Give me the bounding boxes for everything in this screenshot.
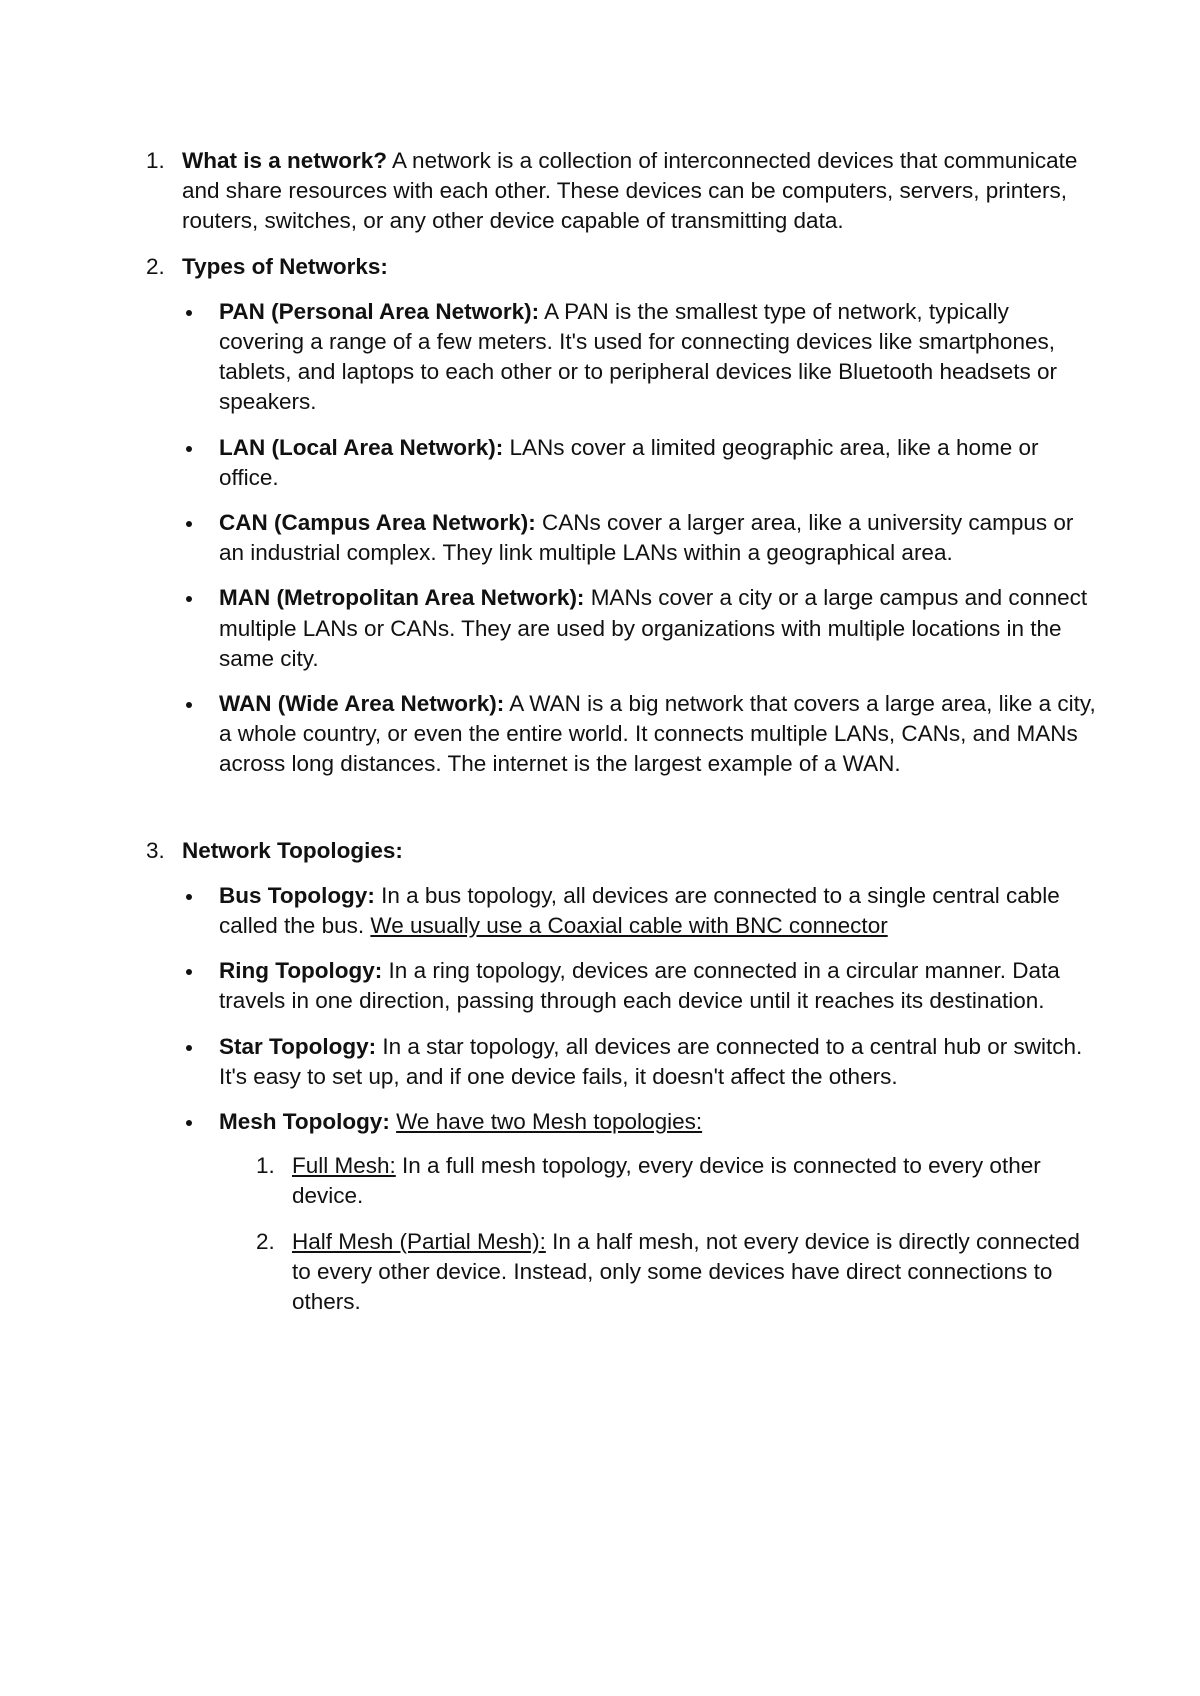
list-number: 1.: [146, 148, 165, 173]
description: In a full mesh topology, every device is connected to every other device.: [292, 1153, 1041, 1209]
term: WAN (Wide Area Network):: [219, 691, 505, 717]
term: Bus Topology:: [219, 882, 375, 908]
bullet-icon: [186, 894, 192, 900]
section-types-of-networks: [146, 252, 1100, 282]
list-number: 1.: [256, 1153, 275, 1179]
underlined-note: We usually use a Coaxial cable with BNC connector: [370, 913, 888, 939]
list-number: 3.: [146, 837, 165, 863]
term: Ring Topology:: [219, 958, 383, 984]
list-item-ring: [219, 956, 1100, 1016]
description: LANs cover a limited geographic area, like a home or office.: [219, 434, 1039, 490]
list-item-man: [219, 583, 1100, 674]
topologies-list: [146, 881, 1100, 1317]
description: In a half mesh, not every device is directly connected to every other device. Instead, only some devices have direct connections to others.: [292, 1228, 1080, 1315]
underlined-note: We have two Mesh topologies:: [396, 1109, 703, 1135]
term: Star Topology:: [219, 1033, 377, 1059]
list-item-lan: [219, 433, 1100, 493]
list-item-full-mesh: [256, 1151, 1100, 1211]
section-title: Network Topologies:: [182, 837, 403, 863]
sub-label: Half Mesh (Partial Mesh):: [292, 1228, 546, 1254]
description: MANs cover a city or a large campus and connect multiple LANs or CANs. They are used by organizations with multiple locations in the same city.: [219, 585, 1088, 671]
list-number: 2.: [146, 253, 165, 279]
network-types-list: [146, 297, 1100, 780]
term: LAN (Local Area Network):: [219, 434, 504, 460]
description: In a bus topology, all devices are connected to a single central cable called the bus.: [219, 882, 1060, 939]
description: A WAN is a big network that covers a large area, like a city, a whole country, or even the entire world. It connects multiple LANs, CANs, and MANs across long distances. The internet is the largest example of a WAN.: [219, 691, 1096, 777]
section-what-is-network: [146, 146, 1100, 237]
bullet-icon: [186, 1045, 192, 1051]
mesh-types-list: [219, 1151, 1100, 1317]
section-network-topologies: [146, 836, 1100, 866]
list-item-wan: [219, 689, 1100, 780]
bullet-icon: [186, 310, 192, 316]
description: In a ring topology, devices are connected in a circular manner. Data travels in one direction, passing through each device until it reaches its destination.: [219, 958, 1060, 1014]
list-item-bus: [219, 881, 1100, 941]
description: In a star topology, all devices are connected to a central hub or switch. It's easy to set up, and if one device fails, it doesn't affect the others.: [219, 1033, 1083, 1089]
sub-label: Full Mesh:: [292, 1153, 396, 1179]
list-item-pan: [219, 297, 1100, 418]
description: CANs cover a larger area, like a university campus or an industrial complex. They link multiple LANs within a geographical area.: [219, 510, 1074, 566]
list-item-can: [219, 508, 1100, 568]
section-title: What is a network?: [182, 148, 388, 173]
description: A PAN is the smallest type of network, typically covering a range of a few meters. It's used for connecting devices like smartphones, tablets, and laptops to each other or to peripheral devices like Bluetooth headsets or speakers.: [219, 298, 1058, 415]
term: Mesh Topology:: [219, 1109, 390, 1135]
list-item-star: [219, 1032, 1100, 1092]
section-text: A network is a collection of interconnected devices that communicate and share resources with each other. These devices can be computers, servers, printers, routers, switches, or any other device capable of transmitting data.: [182, 148, 1078, 234]
bullet-icon: [186, 446, 192, 452]
bullet-icon: [186, 969, 192, 975]
list-item-mesh: [219, 1107, 1100, 1317]
bullet-icon: [186, 596, 192, 602]
term: MAN (Metropolitan Area Network):: [219, 585, 585, 611]
list-item-half-mesh: [256, 1227, 1100, 1318]
bullet-icon: [186, 1120, 192, 1126]
bullet-icon: [186, 702, 192, 708]
term: CAN (Campus Area Network):: [219, 510, 536, 536]
section-title: Types of Networks:: [182, 253, 388, 279]
bullet-icon: [186, 521, 192, 527]
term: PAN (Personal Area Network):: [219, 298, 540, 324]
list-number: 2.: [256, 1228, 275, 1254]
